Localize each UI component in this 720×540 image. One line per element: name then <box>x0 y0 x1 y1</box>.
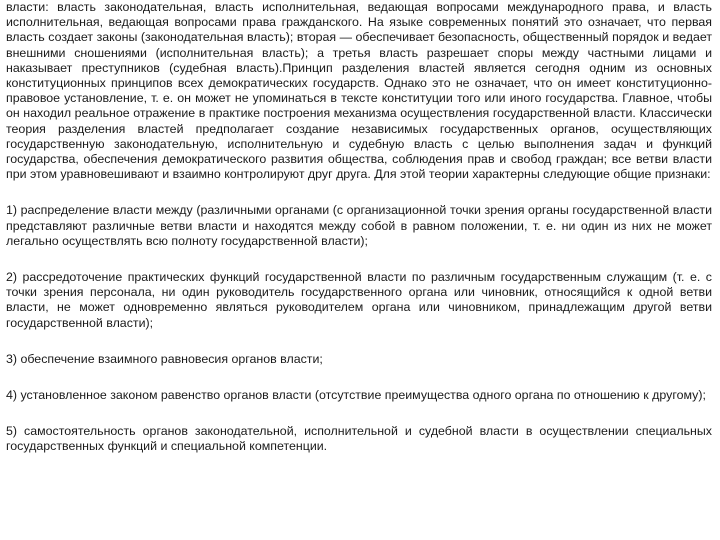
list-item-4: 4) установленное законом равенство органов власти (отсутствие преимущества одного органа по отношению к другому); <box>6 388 706 403</box>
list-item-3: 3) обеспечение взаимного равновесия органов власти; <box>6 351 323 366</box>
document-page <box>6 0 712 455</box>
list-item-1: 1) распределение власти между (различными органами (с организационной точки зрения органы государственной власти представляют различные ветви власти и находятся между собой в равном положении, т. е. ни один из них не может легально осуществлять всю полноту государственной власти); <box>6 203 712 248</box>
list-item-5: 5) самостоятельность органов законодательной, исполнительной и судебной власти в осуществлении специальных государственных функций и специальной компетенции. <box>6 424 712 454</box>
list-item-2: 2) рассредоточение практических функций государственной власти по различным государственным служащим (т. е. с точки зрения персонала, ни один руководитель государственного органа или чиновник, относящийся к одной ветви власти, не может одновременно являться руководителем органа или чиновником, принадлежащим другой ветви государственной власти); <box>6 270 712 330</box>
intro-paragraph: власти: власть законодательная, власть исполнительная, ведающая вопросами международного права, и власть исполнительная, ведающая вопросами права гражданского. На языке современных понятий это означает, что первая власть создает законы (законодательная власть); вторая — обеспечивает безопасность, общественный порядок и ведает внешними сношениями (исполнительная власть); а третья власть разрешает споры между частными лицами и наказывает преступников (судебная власть).Принцип разделения властей является сегодня одним из основных конституционных принципов всех демократических государств. Однако это не означает, что он имеет конституционно-правовое установление, т. е. он может не упоминаться в тексте конституции того или иного государства. Главное, чтобы он находил реальное отражение в практике построения механизма осуществления государственной власти. Классически теория разделения властей предполагает создание независимых государственных органов, осуществляющих государственную законодательную, исполнительную и судебную власть с целью выполнения задач и функций государства, обеспечения демократического развития общества, соблюдения прав и свобод граждан; все ветви власти при этом уравновешивают и взаимно контролируют друг друга. Для этой теории характерны следующие общие признаки: <box>6 0 712 182</box>
